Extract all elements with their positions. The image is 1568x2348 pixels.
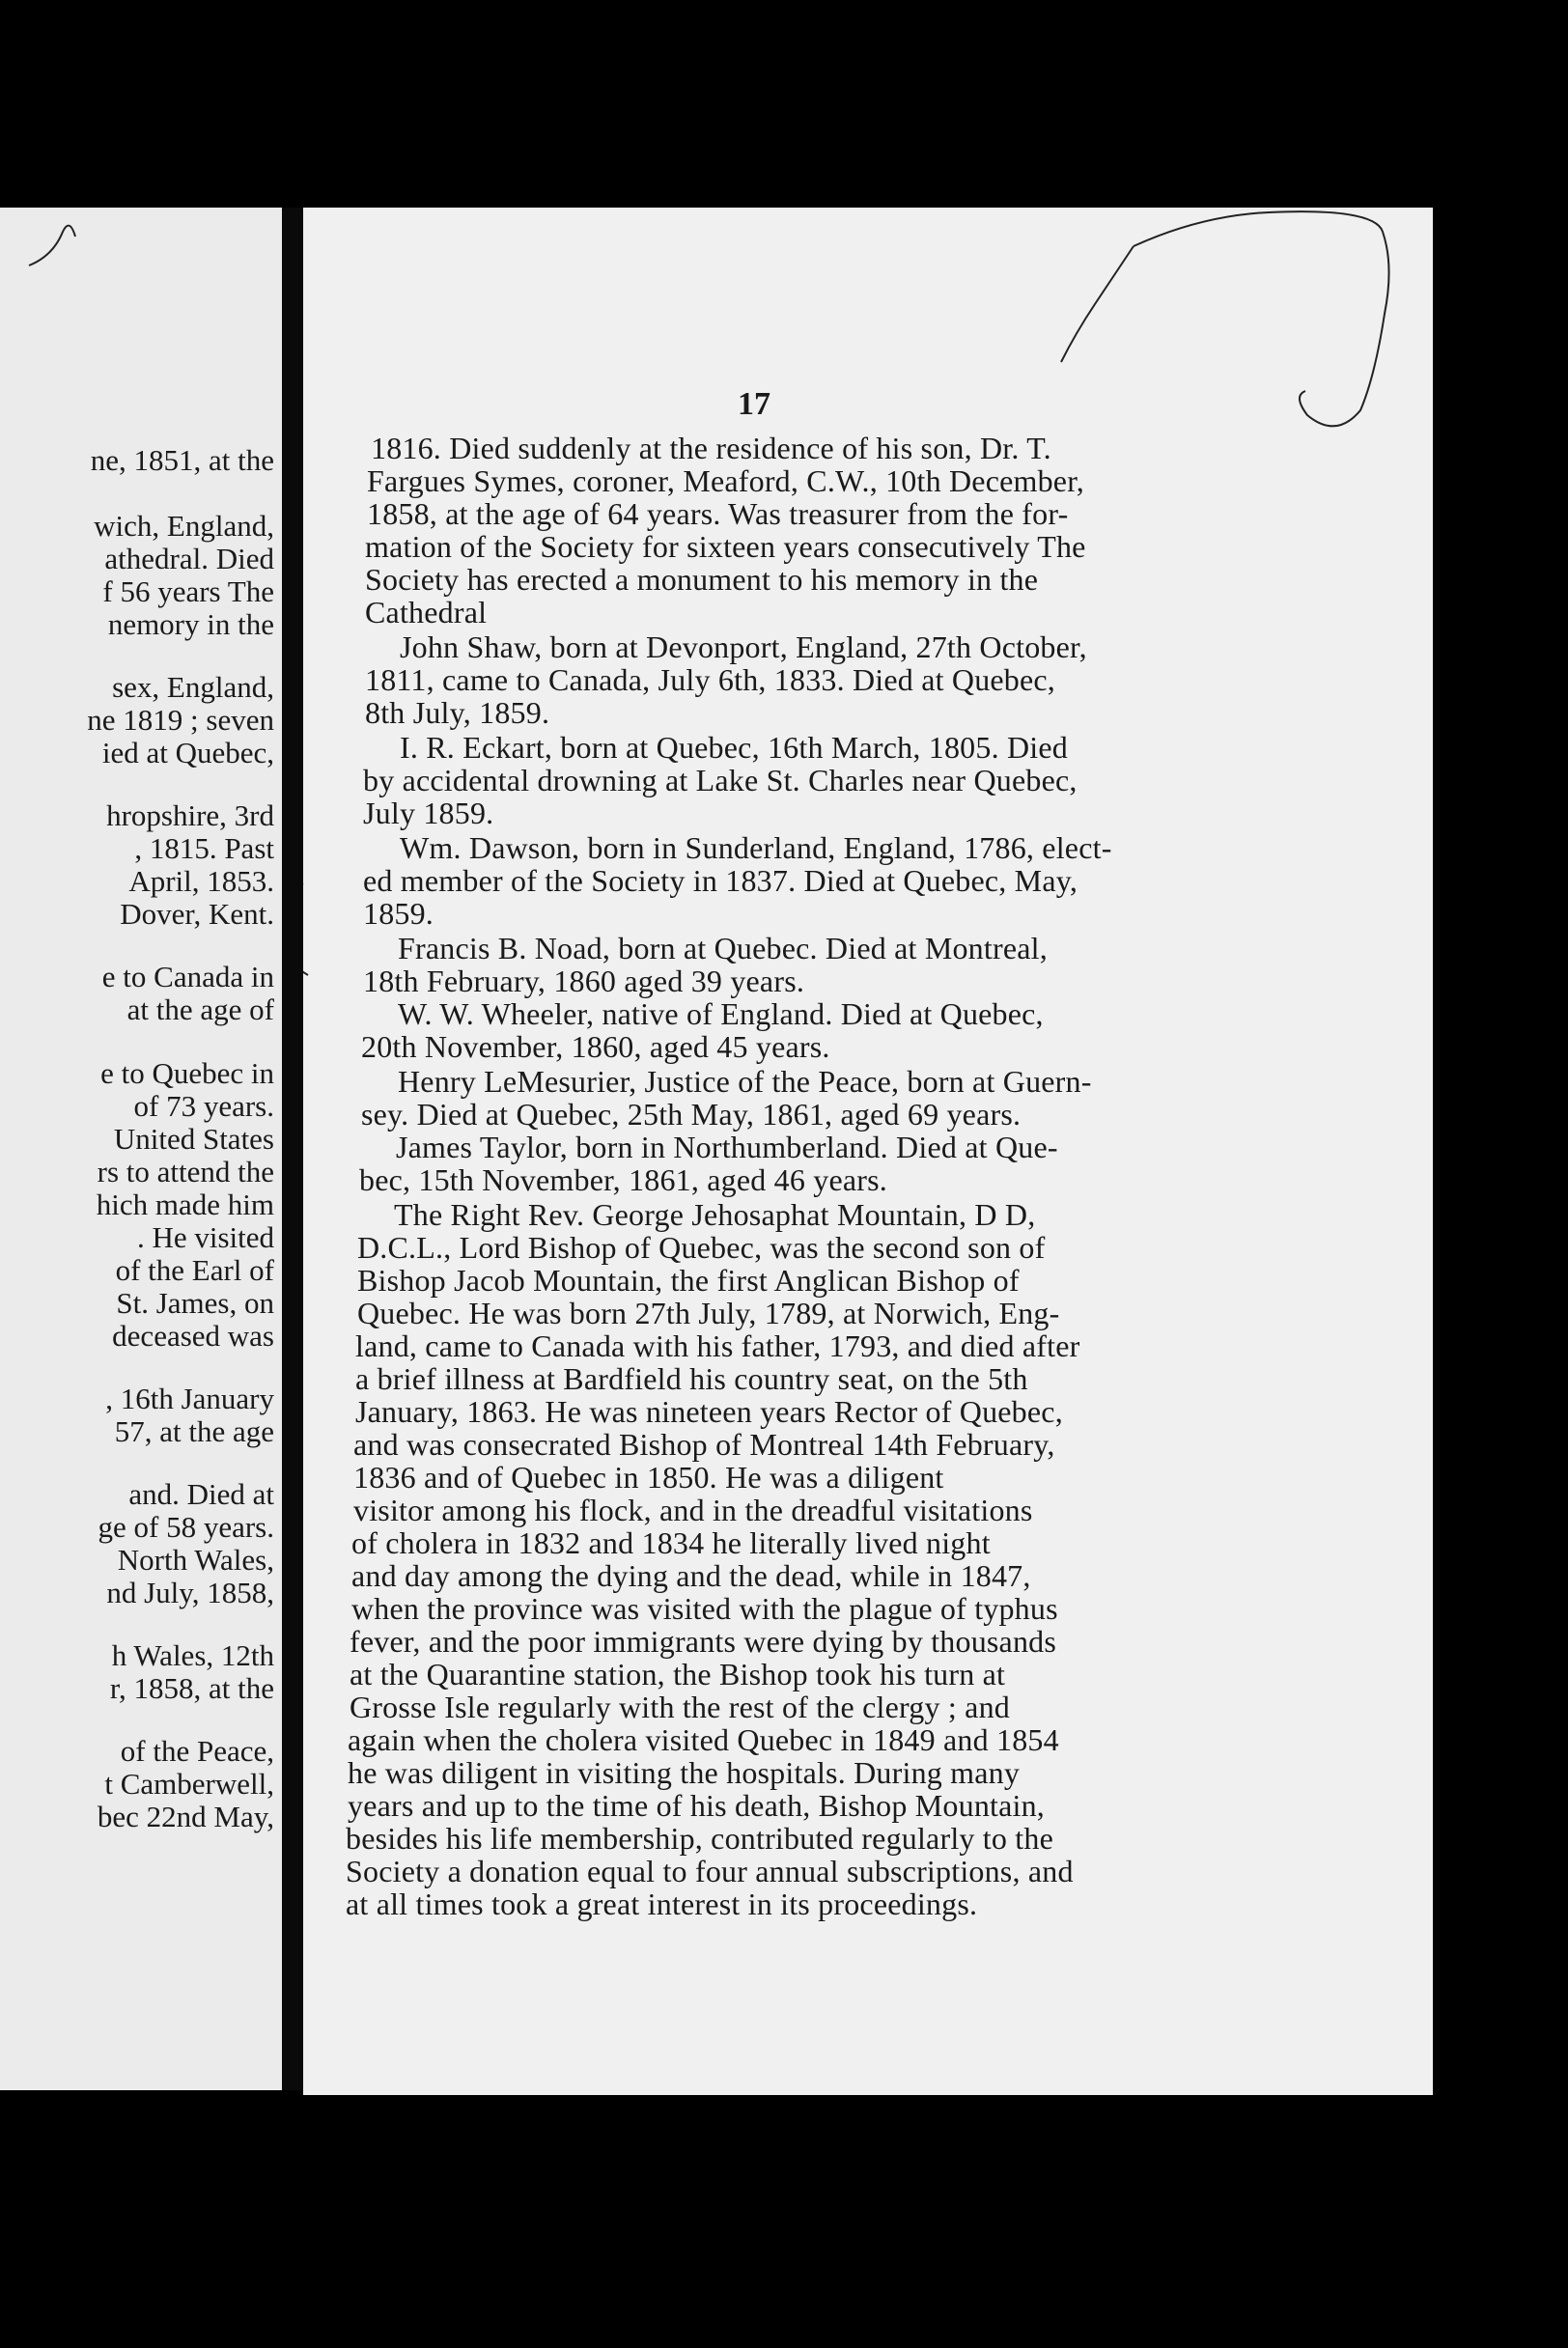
body-line: I. R. Eckart, born at Quebec, 16th March, 1805. Died [400,730,1068,765]
left-page-line: North Wales, [117,1543,274,1577]
body-line: Wm. Dawson, born in Sunderland, England, 1786, elect- [400,830,1112,865]
left-page-line: nemory in the [107,607,274,641]
body-line: John Shaw, born at Devonport, England, 27th October, [400,629,1087,664]
left-page-line: 57, at the age [114,1414,274,1448]
left-page-line: t Camberwell, [104,1767,274,1801]
left-page-line: r, 1858, at the [109,1671,274,1705]
left-page-line: hropshire, 3rd [106,798,274,832]
left-page-line: St. James, on [116,1286,274,1320]
body-line: January, 1863. He was nineteen years Rector of Quebec, [355,1394,1063,1429]
body-line: Cathedral [365,595,488,629]
body-line: at all times took a great interest in its proceedings. [346,1887,978,1921]
body-line: besides his life membership, contributed regularly to the [346,1821,1053,1856]
body-line: he was diligent in visiting the hospitals. During many [348,1755,1021,1790]
left-page-line: at the age of [126,992,274,1026]
left-page-line: United States [113,1122,274,1156]
left-page-line: . He visited [136,1220,274,1254]
body-line: Quebec. He was born 27th July, 1789, at Norwich, Eng- [357,1296,1060,1330]
body-line: 18th February, 1860 aged 39 years. [363,964,805,998]
body-line: of cholera in 1832 and 1834 he literally lived night [351,1525,991,1560]
body-line: Society a donation equal to four annual subscriptions, and [346,1854,1074,1888]
body-line: bec, 15th November, 1861, aged 46 years. [359,1162,887,1197]
body-line: 1858, at the age of 64 years. Was treasurer from the for- [367,496,1069,531]
body-line: and was consecrated Bishop of Montreal 14th February, [353,1427,1055,1462]
body-line: and day among the dying and the dead, while in 1847, [351,1558,1031,1593]
left-page-line: sex, England, [112,670,274,704]
left-page-line: and. Died at [128,1477,274,1511]
body-line: Grosse Isle regularly with the rest of the clergy ; and [350,1690,1010,1724]
body-line: Francis B. Noad, born at Quebec. Died at Montreal, [398,931,1048,965]
body-line: years and up to the time of his death, Bishop Mountain, [348,1788,1045,1823]
body-line: 1836 and of Quebec in 1850. He was a diligent [353,1460,944,1495]
body-line: July 1859. [363,796,494,830]
book-gutter [282,208,303,2090]
pen-mark-top-left [0,208,282,323]
left-page-line: nd July, 1858, [106,1576,274,1609]
left-page-line: f 56 years The [102,574,274,608]
left-page-line: ne, 1851, at the [90,443,274,477]
left-page-line: h Wales, 12th [111,1638,274,1672]
body-line: Society has erected a monument to his memory in the [365,562,1039,597]
body-line: a brief illness at Bardfield his country seat, on the 5th [355,1361,1028,1396]
body-line: fever, and the poor immigrants were dying by thousands [350,1624,1057,1659]
body-line: mation of the Society for sixteen years consecutively The [365,529,1086,564]
page-number: 17 [738,386,770,422]
pen-mark-left-bracket [303,874,322,990]
left-page-line: of 73 years. [133,1089,274,1123]
body-line: visitor among his flock, and in the dreadful visitations [353,1493,1033,1527]
body-line: at the Quarantine station, the Bishop took his turn at [350,1657,1006,1691]
body-line: D.C.L., Lord Bishop of Quebec, was the second son of [357,1230,1046,1265]
left-page-line: e to Quebec in [100,1056,274,1090]
left-page-line: April, 1853. [128,864,274,898]
left-page-line: ne 1819 ; seven [87,703,274,737]
body-line: The Right Rev. George Jehosaphat Mountain, D D, [394,1197,1036,1232]
body-line: Henry LeMesurier, Justice of the Peace, born at Guern- [398,1064,1092,1099]
body-line: 20th November, 1860, aged 45 years. [361,1029,830,1064]
body-line: James Taylor, born in Northumberland. Died at Que- [396,1130,1058,1164]
body-line: by accidental drowning at Lake St. Charles near Quebec, [363,763,1078,797]
body-line: 1811, came to Canada, July 6th, 1833. Died at Quebec, [365,662,1056,697]
left-page-line: ied at Quebec, [101,736,274,769]
left-page-line: deceased was [112,1319,274,1353]
left-page-line: bec 22nd May, [97,1800,274,1833]
left-page-line: , 16th January [105,1382,274,1415]
left-page-line: Dover, Kent. [120,897,274,931]
left-page-line: hich made him [96,1188,274,1221]
right-page [303,208,1433,2095]
left-page-line: rs to attend the [97,1155,274,1188]
left-page-line: e to Canada in [101,960,274,993]
left-page-line: athedral. Died [104,542,274,575]
left-page-line: of the Earl of [115,1253,274,1287]
left-page-line: , 1815. Past [134,831,274,865]
body-line: when the province was visited with the plague of typhus [351,1591,1058,1626]
body-line: Fargues Symes, coroner, Meaford, C.W., 10th December, [367,463,1084,498]
body-line: 1816. Died suddenly at the residence of his son, Dr. T. [371,431,1051,465]
left-page-line: of the Peace, [120,1734,274,1768]
body-line: land, came to Canada with his father, 1793, and died after [355,1328,1080,1363]
left-page-line: ge of 58 years. [98,1510,274,1544]
body-line: Bishop Jacob Mountain, the first Anglican Bishop of [357,1263,1020,1298]
body-line: 8th July, 1859. [365,695,550,730]
body-line: W. W. Wheeler, native of England. Died at Quebec, [398,996,1044,1031]
body-line: ed member of the Society in 1837. Died at Quebec, May, [363,863,1078,898]
body-line: again when the cholera visited Quebec in 1849 and 1854 [348,1722,1059,1757]
left-page-fragment [0,208,282,2090]
left-page-line: wich, England, [94,509,274,543]
body-line: sey. Died at Quebec, 25th May, 1861, aged 69 years. [361,1097,1022,1132]
body-line: 1859. [363,896,434,931]
